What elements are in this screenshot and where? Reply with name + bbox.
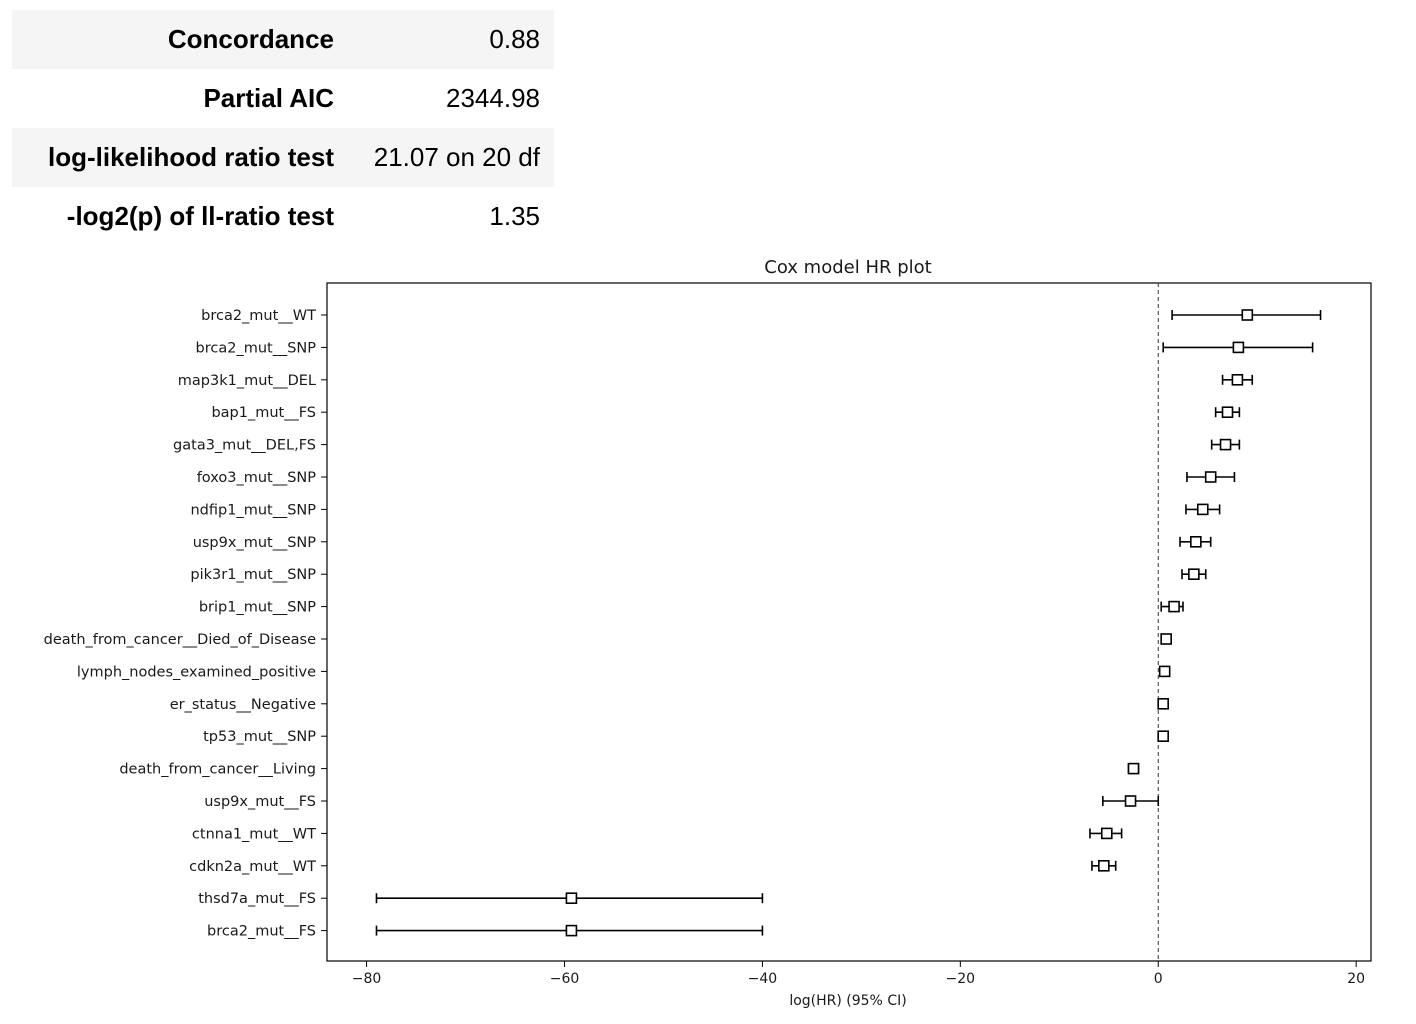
- y-tick-label: tp53_mut__SNP: [203, 729, 316, 746]
- plot-layer: [44, 283, 1365, 987]
- y-tick-label: foxo3_mut__SNP: [196, 470, 316, 486]
- hr-point: [1206, 472, 1216, 482]
- summary-value: 2344.98: [446, 83, 540, 113]
- y-tick-label: map3k1_mut__DEL: [177, 372, 316, 389]
- hr-point: [1126, 796, 1136, 806]
- y-tick-label: bap1_mut__FS: [211, 405, 316, 422]
- y-tick-label: usp9x_mut__SNP: [192, 534, 316, 551]
- summary-key: Partial AIC: [203, 83, 334, 113]
- hr-point: [1129, 764, 1139, 774]
- y-tick-label: thsd7a_mut__FS: [198, 891, 316, 908]
- hr-point: [1189, 569, 1199, 579]
- y-tick-label: usp9x_mut__FS: [204, 794, 316, 810]
- y-tick-label: ctnna1_mut__WT: [191, 826, 316, 843]
- summary-key: -log2(p) of ll-ratio test: [66, 201, 334, 231]
- y-tick-label: brca2_mut__WT: [201, 308, 316, 324]
- hr-point: [1191, 537, 1201, 547]
- summary-row-llr-test: [12, 128, 554, 187]
- hr-point: [1198, 504, 1208, 514]
- hr-point: [1233, 342, 1243, 352]
- y-tick-label: brip1_mut__SNP: [198, 599, 316, 616]
- hr-point: [566, 926, 576, 936]
- hr-point: [1099, 861, 1109, 871]
- hr-point: [1160, 666, 1170, 676]
- y-tick-label: brca2_mut__SNP: [195, 340, 316, 357]
- hr-point: [1102, 828, 1112, 838]
- model-summary-table: [12, 10, 554, 246]
- cox-hr-forest-plot: [0, 240, 1416, 1024]
- summary-row-concordance: [12, 10, 554, 69]
- chart-title: Cox model HR plot: [764, 257, 932, 278]
- hr-point: [1158, 731, 1168, 741]
- y-tick-label: lymph_nodes_examined_positive: [76, 664, 316, 681]
- y-tick-label: gata3_mut__DEL,FS: [173, 437, 316, 454]
- summary-value: 1.35: [489, 201, 540, 231]
- summary-key: Concordance: [12, 10, 346, 69]
- x-tick-label: −80: [351, 971, 382, 987]
- x-axis-label: log(HR) (95% CI): [789, 993, 907, 1009]
- y-tick-label: death_from_cancer__Died_of_Disease: [43, 632, 316, 648]
- summary-row-partial-aic: [12, 69, 554, 128]
- y-tick-label: brca2_mut__FS: [207, 923, 316, 940]
- hr-point: [1232, 375, 1242, 385]
- summary-value: 21.07 on 20 df: [346, 128, 554, 187]
- x-tick-label: −20: [945, 971, 976, 987]
- y-tick-label: cdkn2a_mut__WT: [189, 858, 316, 875]
- plot-area-frame: [327, 283, 1371, 961]
- x-tick-label: 0: [1153, 971, 1163, 987]
- hr-point: [1223, 407, 1233, 417]
- summary-key: log-likelihood ratio test: [12, 128, 346, 187]
- hr-point: [1169, 602, 1179, 612]
- x-tick-label: −40: [747, 971, 778, 987]
- hr-point: [1221, 440, 1231, 450]
- y-tick-label: er_status__Negative: [169, 696, 316, 713]
- summary-value: 0.88: [346, 10, 554, 69]
- hr-point: [1242, 310, 1252, 320]
- x-tick-label: 20: [1347, 971, 1366, 987]
- hr-point: [1158, 699, 1168, 709]
- hr-point: [1161, 634, 1171, 644]
- hr-point: [566, 893, 576, 903]
- summary-row-log2p: [12, 187, 554, 246]
- x-tick-label: −60: [549, 971, 580, 987]
- y-tick-label: pik3r1_mut__SNP: [190, 567, 316, 584]
- y-tick-label: ndfip1_mut__SNP: [190, 502, 316, 519]
- y-tick-label: death_from_cancer__Living: [119, 761, 316, 778]
